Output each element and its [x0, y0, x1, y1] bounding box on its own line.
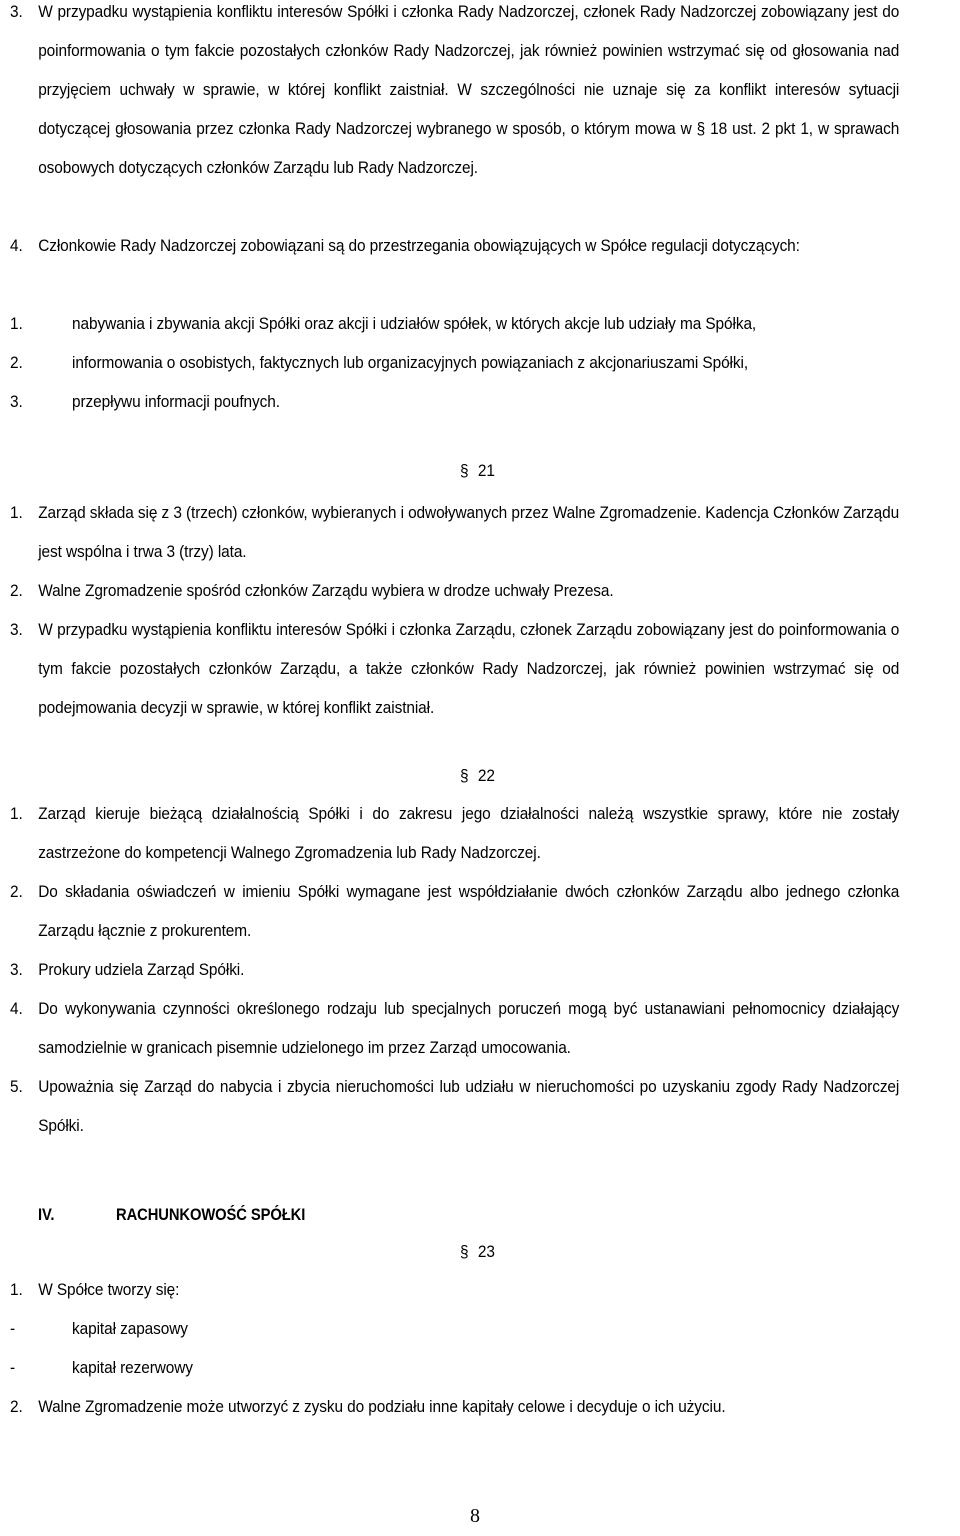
- paragraph-rn-4: [10, 227, 899, 266]
- chapter-numeral: IV.: [38, 1206, 55, 1224]
- paragraph-text: Upoważnia się Zarząd do nabycia i zbycia nieruchomości lub udziału w nieruchomości po uzyskaniu zgody Rady Nadzorczej Spółki.: [38, 1078, 900, 1135]
- chapter-title: RACHUNKOWOŚĆ SPÓŁKI: [116, 1206, 306, 1224]
- item-number: 4.: [10, 1000, 23, 1018]
- section-number: 22: [477, 767, 495, 785]
- paragraph-22-5: [10, 1068, 899, 1146]
- section-number: 23: [477, 1243, 495, 1261]
- dash-bullet: -: [10, 1359, 16, 1377]
- section-heading-22: [460, 757, 495, 796]
- section-sign: §: [460, 767, 469, 785]
- item-text: przepływu informacji poufnych.: [72, 393, 280, 411]
- item-text: kapitał zapasowy: [72, 1320, 188, 1338]
- item-text: informowania o osobistych, faktycznych lub organizacyjnych powiązaniach z akcjonariuszami Spółki,: [72, 354, 749, 372]
- paragraph-text: W przypadku wystąpienia konfliktu interesów Spółki i członka Rady Nadzorczej, członek Rady Nadzorczej zobowiązany jest do poinformowania o tym fakcie pozostałych członków Rady Nadzorczej, jak również powinien wstrzymać się od głosowania nad przyjęciem uchwały w sprawie, w której konflikt zaistniał. W szczególności nie uznaje się za konflikt interesów sytuacji dotyczącej głosowania przez członka Rady Nadzorczej wybranego w sposób, o którym mowa w § 18 ust. 2 pkt 1, w sprawach osobowych dotyczących członków Zarządu lub Rady Nadzorczej.: [38, 3, 900, 177]
- page-number: 8: [470, 1505, 480, 1527]
- paragraph-text: Zarząd kieruje bieżącą działalnością Spółki i do zakresu jego działalności należą wszystkie sprawy, które nie zostały zastrzeżone do kompetencji Walnego Zgromadzenia lub Rady Nadzorczej.: [38, 805, 900, 862]
- paragraph-text: Walne Zgromadzenie może utworzyć z zysku do podziału inne kapitały celowe i decyduje o ich użyciu.: [38, 1398, 726, 1416]
- paragraph-21-1: [10, 494, 899, 572]
- item-text: nabywania i zbywania akcji Spółki oraz akcji i udziałów spółek, w których akcje lub udziały ma Spółka,: [72, 315, 757, 333]
- item-number: 5.: [10, 1078, 23, 1096]
- paragraph-text: W przypadku wystąpienia konfliktu interesów Spółki i członka Zarządu, członek Zarządu zobowiązany jest do poinformowania o tym fakcie pozostałych członków Zarządu, a także członków Rady Nadzorczej, jak również powinien wstrzymać się od podejmowania decyzji w sprawie, w której konflikt zaistniał.: [38, 621, 900, 717]
- item-number: 1.: [10, 315, 23, 333]
- paragraph-text: Do wykonywania czynności określonego rodzaju lub specjalnych poruczeń mogą być ustanawiani pełnomocnicy działający samodzielnie w granicach pisemnie udzielonego im przez Zarząd umocowania.: [38, 1000, 900, 1057]
- section-sign: §: [460, 1243, 469, 1261]
- section-number: 21: [477, 462, 495, 480]
- section-sign: §: [460, 462, 469, 480]
- paragraph-22-3: [10, 951, 899, 990]
- item-number: 2.: [10, 582, 23, 600]
- item-number: 1.: [10, 805, 23, 823]
- paragraph-22-1: [10, 795, 899, 873]
- item-number: 3.: [10, 3, 23, 21]
- item-number: 3.: [10, 393, 23, 411]
- item-number: 2.: [10, 883, 23, 901]
- paragraph-22-2: [10, 873, 899, 951]
- item-number: 2.: [10, 1398, 23, 1416]
- item-number: 2.: [10, 354, 23, 372]
- paragraph-22-4: [10, 990, 899, 1068]
- dash-bullet: -: [10, 1320, 16, 1338]
- paragraph-23-1: [10, 1271, 899, 1310]
- item-number: 4.: [10, 237, 23, 255]
- paragraph-text: Do składania oświadczeń w imieniu Spółki wymagane jest współdziałanie dwóch członków Zarządu albo jednego członka Zarządu łącznie z prokurentem.: [38, 883, 900, 940]
- item-number: 1.: [10, 1281, 23, 1299]
- paragraph-text: Zarząd składa się z 3 (trzech) członków, wybieranych i odwoływanych przez Walne Zgromadzenie. Kadencja Członków Zarządu jest wspólna i trwa 3 (trzy) lata.: [38, 504, 900, 561]
- section-heading-23: [460, 1233, 495, 1272]
- paragraph-text: W Spółce tworzy się:: [38, 1281, 180, 1299]
- paragraph-text: Członkowie Rady Nadzorczej zobowiązani są do przestrzegania obowiązujących w Spółce regulacji dotyczących:: [38, 237, 800, 255]
- item-number: 3.: [10, 621, 23, 639]
- paragraph-text: Prokury udziela Zarząd Spółki.: [38, 961, 245, 979]
- paragraph-text: Walne Zgromadzenie spośród członków Zarządu wybiera w drodze uchwały Prezesa.: [38, 582, 614, 600]
- item-number: 1.: [10, 504, 23, 522]
- paragraph-21-3: [10, 611, 899, 728]
- paragraph-21-2: [10, 572, 899, 611]
- paragraph-23-2: [10, 1388, 899, 1427]
- section-heading-21: [460, 452, 495, 491]
- item-text: kapitał rezerwowy: [72, 1359, 193, 1377]
- paragraph-rn-3: [10, 0, 899, 188]
- item-number: 3.: [10, 961, 23, 979]
